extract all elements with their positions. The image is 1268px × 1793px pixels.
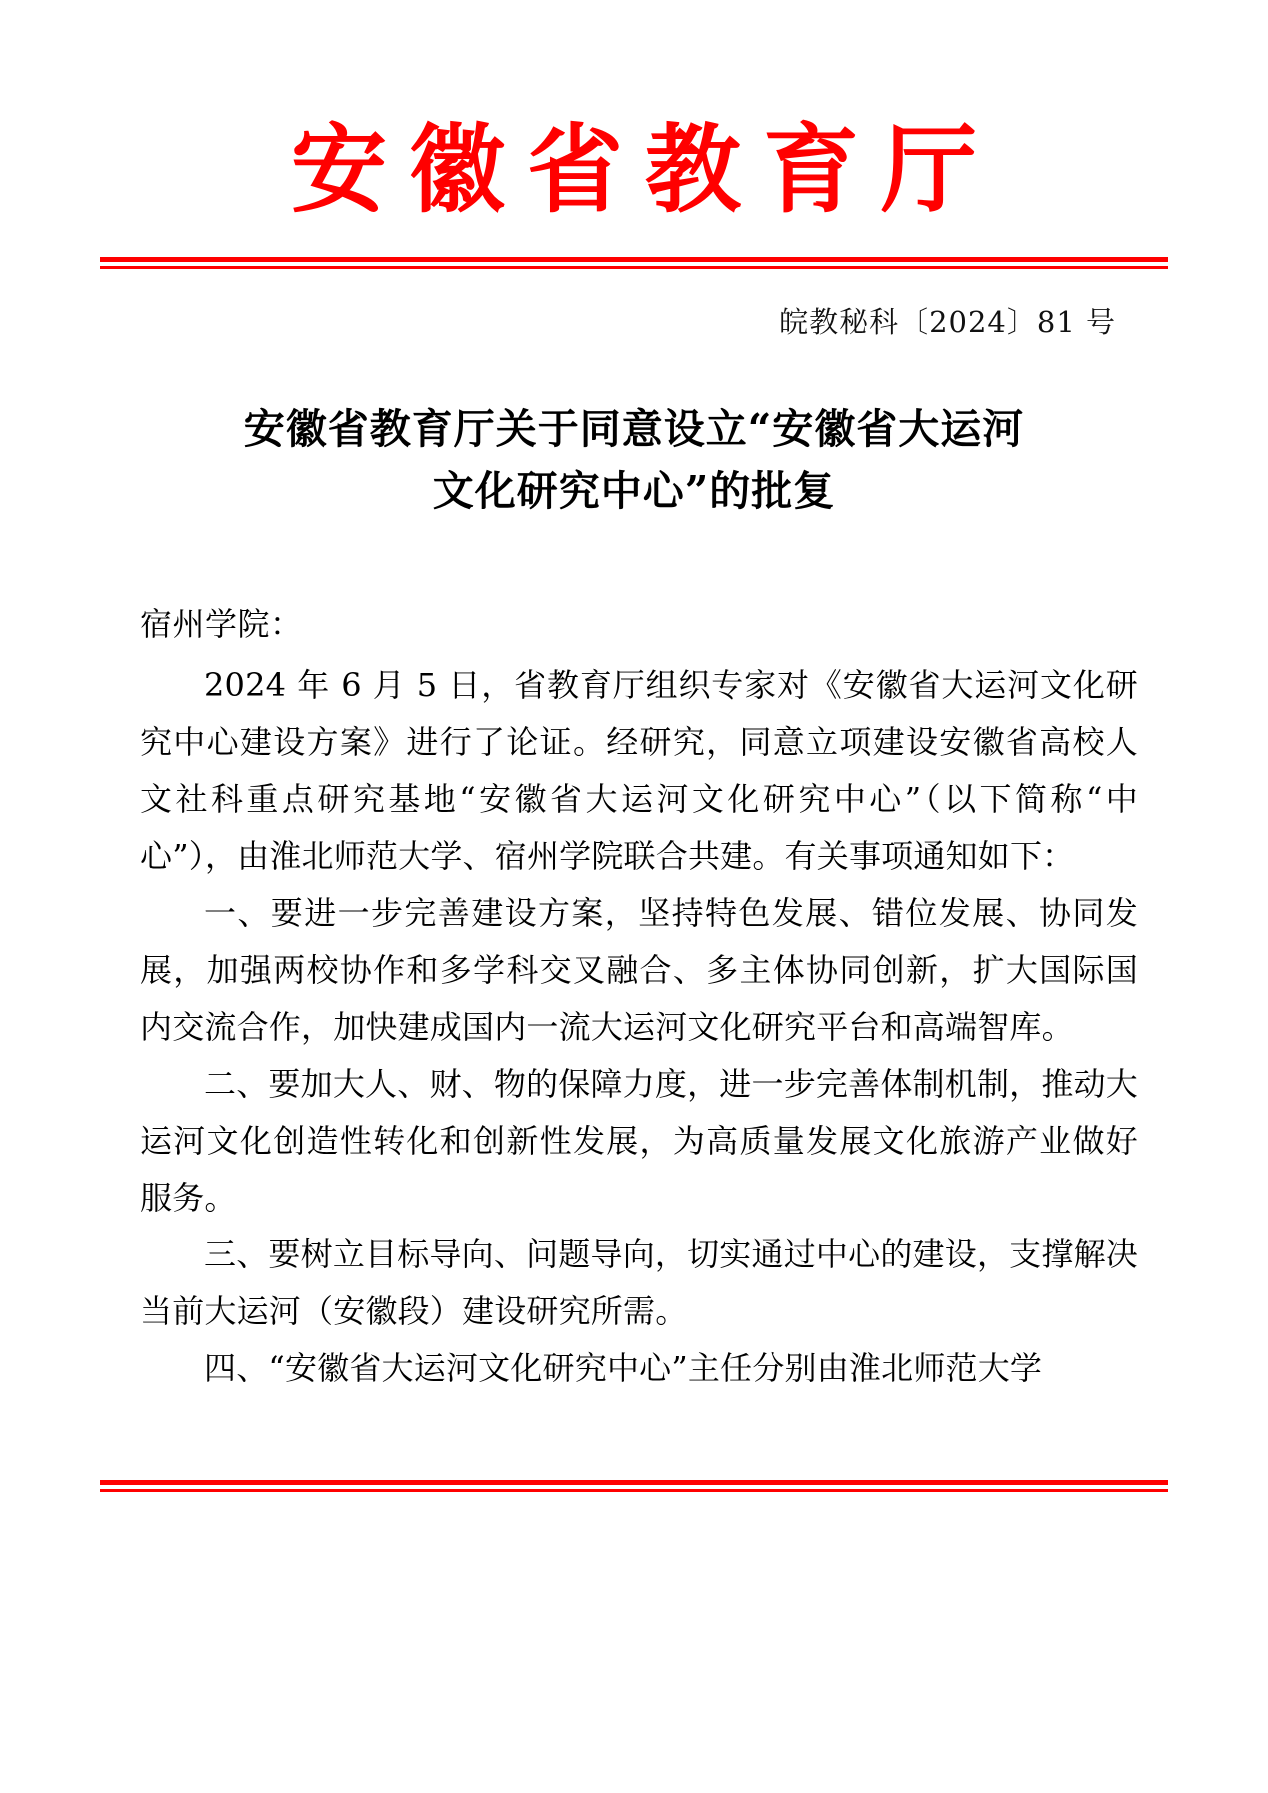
salutation: 宿州学院：	[140, 605, 303, 643]
red-rule-thin-line-bottom	[100, 1489, 1168, 1492]
document-serial-number: 皖教秘科〔2024〕81 号	[779, 305, 1116, 339]
document-body	[140, 596, 1138, 1397]
red-separator-top	[100, 257, 1168, 269]
body-paragraph-3: 二、要加大人、财、物的保障力度，进一步完善体制机制，推动大运河文化创造性转化和创新性发展，为高质量发展文化旅游产业做好服务。	[140, 1064, 1138, 1217]
issuing-authority-title: 安徽省教育厅	[291, 113, 999, 226]
body-paragraph-2: 一、要进一步完善建设方案，坚持特色发展、错位发展、协同发展，加强两校协作和多学科交叉融合、多主体协同创新，扩大国际国内交流合作，加快建成国内一流大运河文化研究平台和高端智库。	[140, 893, 1138, 1046]
body-paragraph-1: 2024 年 6 月 5 日，省教育厅组织专家对《安徽省大运河文化研究中心建设方案》进行了论证。经研究，同意立项建设安徽省高校人文社科重点研究基地“安徽省大运河文化研究中心”（以下简称“中心”），由淮北师范大学、宿州学院联合共建。有关事项通知如下：	[140, 665, 1138, 875]
document-title-line-2: 文化研究中心”的批复	[432, 467, 836, 516]
document-title-line-1: 安徽省教育厅关于同意设立“安徽省大运河	[243, 405, 1025, 453]
document-title	[150, 398, 1118, 523]
masthead	[0, 113, 1268, 226]
red-rule-thin-line	[100, 266, 1168, 269]
red-separator-bottom	[100, 1480, 1168, 1492]
body-paragraph-5: 四、“安徽省大运河文化研究中心”主任分别由淮北师范大学	[204, 1349, 1043, 1388]
body-paragraph-4: 三、要树立目标导向、问题导向，切实通过中心的建设，支撑解决当前大运河（安徽段）建设研究所需。	[140, 1235, 1138, 1331]
